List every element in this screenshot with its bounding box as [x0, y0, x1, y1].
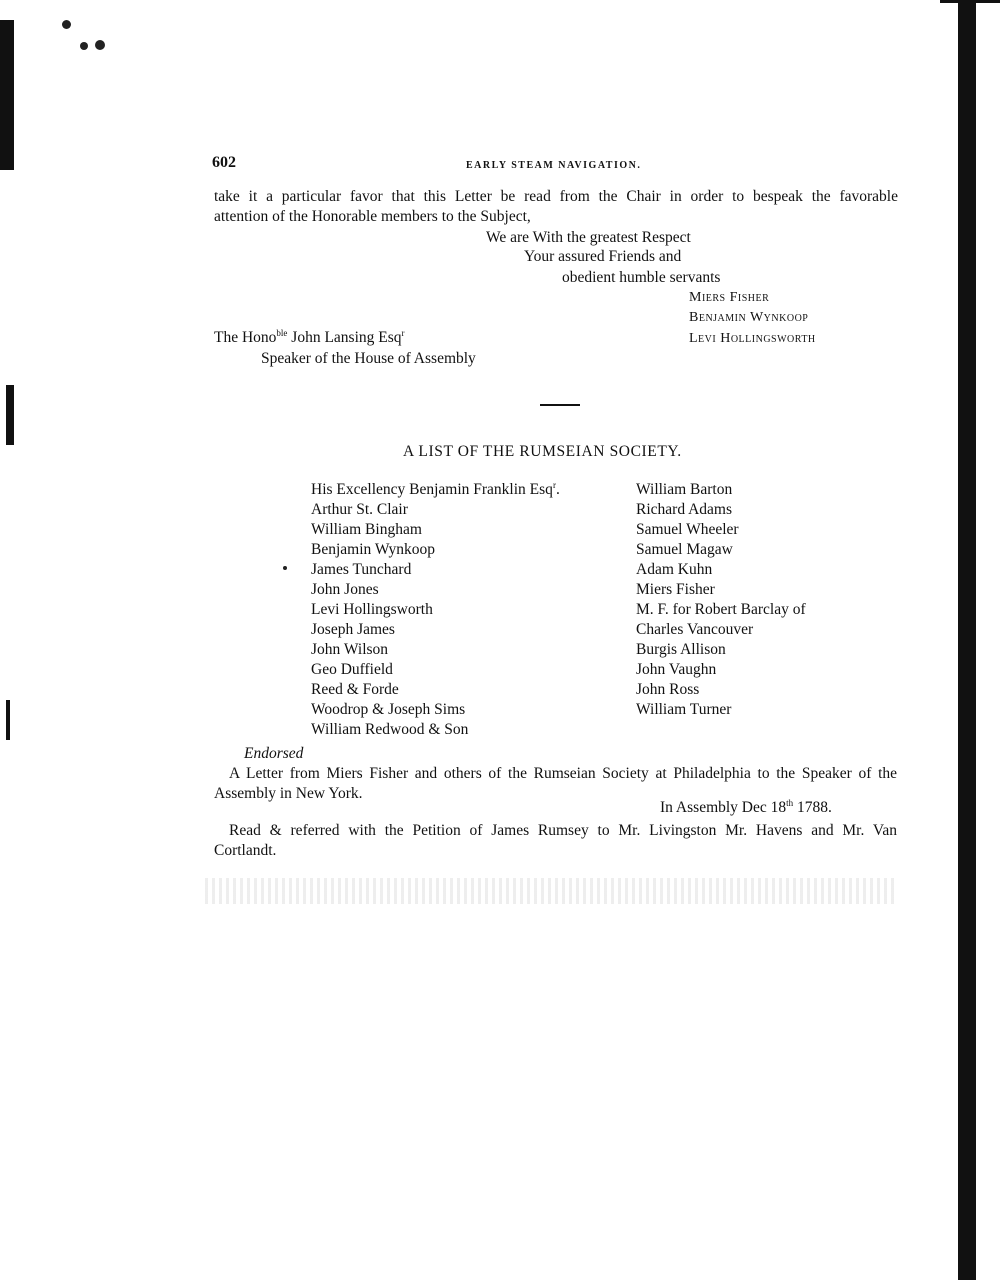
list-item: John Wilson: [311, 641, 389, 658]
names-left-column: [311, 480, 560, 740]
first-name-period: .: [555, 481, 560, 498]
scan-edge-left-bottom: [6, 700, 10, 740]
closing-line-1: We are With the greatest Respect: [486, 229, 691, 246]
letter-line-2: attention of the Honorable members to the Subject,: [214, 208, 531, 225]
addressee-line-1: [214, 328, 405, 348]
list-item: Reed & Forde: [311, 681, 399, 698]
list-item: Charles Vancouver: [636, 621, 754, 638]
ink-speck: [62, 20, 71, 29]
list-item: Richard Adams: [636, 501, 732, 518]
list-item: John Vaughn: [636, 661, 717, 678]
addressee-superscript-1: ble: [276, 327, 288, 338]
ink-speck: [95, 40, 105, 50]
signatory-1: Miers Fisher: [689, 290, 770, 305]
list-item: [311, 480, 560, 500]
bleed-through-smudge: [205, 878, 895, 904]
referral-line-2: Cortlandt.: [214, 842, 277, 859]
list-item: Miers Fisher: [636, 581, 715, 598]
list-item: Benjamin Wynkoop: [311, 541, 436, 558]
assembly-date-year: 1788.: [793, 799, 832, 816]
list-item: William Turner: [636, 701, 732, 718]
list-item: Levi Hollingsworth: [311, 601, 433, 618]
list-item: Woodrop & Joseph Sims: [311, 701, 466, 718]
list-item: Adam Kuhn: [636, 561, 713, 578]
first-name-superscript: r: [552, 479, 556, 490]
scan-edge-right: [958, 0, 976, 1280]
first-name-text: His Excellency Benjamin Franklin Esq: [311, 481, 553, 498]
addressee-superscript-2: r: [401, 327, 405, 338]
endorsement-line-1: A Letter from Miers Fisher and others of the Rumseian Society at Philadelphia to the Speaker of the: [229, 765, 897, 782]
scan-edge-right-top: [940, 0, 1000, 3]
list-title: A LIST OF THE RUMSEIAN SOCIETY.: [403, 443, 682, 460]
scan-edge-left: [0, 20, 14, 170]
list-item: Geo Duffield: [311, 661, 393, 678]
list-item: Samuel Magaw: [636, 541, 733, 558]
list-item: William Barton: [636, 481, 733, 498]
addressee-name: John Lansing Esq: [287, 329, 402, 346]
signatory-3: Levi Hollingsworth: [689, 331, 816, 346]
page-number: 602: [212, 154, 236, 171]
endorsement-line-2: Assembly in New York.: [214, 785, 363, 802]
endorsed-label: Endorsed: [244, 745, 304, 762]
assembly-date-prefix: In Assembly Dec 18: [660, 799, 787, 816]
list-item: John Jones: [311, 581, 379, 598]
assembly-date-superscript: th: [786, 797, 794, 808]
closing-line-2: Your assured Friends and: [524, 248, 682, 265]
list-item: Joseph James: [311, 621, 395, 638]
addressee-prefix: The Hono: [214, 329, 277, 346]
list-item: James Tunchard: [311, 561, 412, 578]
list-item: M. F. for Robert Barclay of: [636, 601, 806, 618]
ink-speck: [80, 42, 88, 50]
list-item: Burgis Allison: [636, 641, 726, 658]
referral-line-1: Read & referred with the Petition of James Rumsey to Mr. Livingston Mr. Havens and Mr. Van: [229, 822, 897, 839]
running-title: EARLY STEAM NAVIGATION.: [466, 160, 642, 171]
assembly-date: [660, 798, 832, 818]
letter-line-1: take it a particular favor that this Letter be read from the Chair in order to bespeak the favorable: [214, 188, 898, 205]
closing-line-3: obedient humble servants: [562, 269, 721, 286]
section-divider: [540, 404, 580, 406]
scan-edge-left-lower: [6, 385, 14, 445]
list-item: John Ross: [636, 681, 700, 698]
list-item: Arthur St. Clair: [311, 501, 408, 518]
list-item: Samuel Wheeler: [636, 521, 739, 538]
list-item: William Bingham: [311, 521, 422, 538]
list-item: William Redwood & Son: [311, 721, 469, 738]
ink-speck: [283, 566, 287, 570]
signatory-2: Benjamin Wynkoop: [689, 310, 809, 325]
names-right-column: [636, 480, 806, 720]
addressee-line-2: Speaker of the House of Assembly: [261, 350, 476, 367]
